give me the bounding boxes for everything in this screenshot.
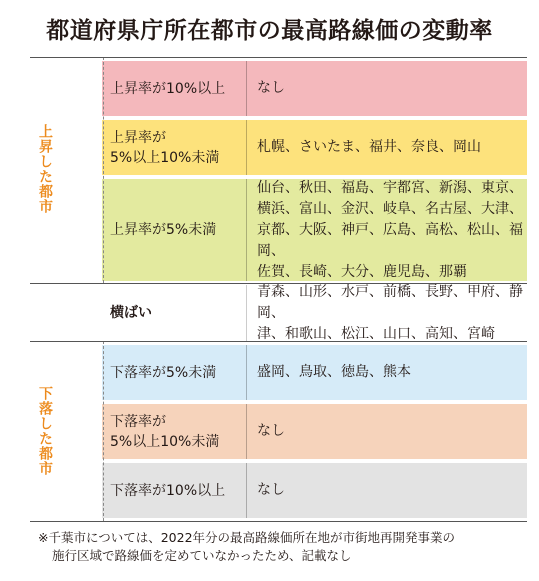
row-label: 上昇率が10%以上 [110,80,226,97]
table-rule [30,521,527,522]
row-label: 下落率が10%以上 [110,482,226,499]
row-flat [102,285,527,341]
row-value: なし [246,404,527,459]
row-fall-under-5 [102,345,527,400]
row-value-line: 佐賀、長崎、大分、鹿児島、那覇 [257,263,467,280]
footnote-line: 施行区域で路線価を定めていなかったため、記載なし [52,548,352,563]
row-value-line: 津、和歌山、松江、山口、高知、宮崎 [257,325,495,342]
dashed-separator [103,57,104,283]
row-label-line: 5%以上10%未満 [110,149,220,166]
footnote [38,529,528,565]
group-label-falling: 下落した都市 [37,386,53,476]
row-value: なし [246,61,527,116]
row-label [102,404,246,459]
row-value: 盛岡、鳥取、徳島、熊本 [246,345,527,400]
row-fall-10-plus [102,463,527,518]
row-label-line: 上昇率が [110,129,166,146]
row-value-line: 京都、大阪、神戸、広島、高松、松山、福岡、 [257,221,523,259]
page-title: 都道府県庁所在都市の最高路線価の変動率 [46,18,493,44]
dashed-separator [103,341,104,521]
row-rise-10-plus [102,61,527,116]
group-label-rising: 上昇した都市 [37,124,53,214]
row-fall-5-10 [102,404,527,459]
table-rule [30,341,527,342]
row-rise-under-5 [102,179,527,281]
row-label: 横ばい [110,305,152,321]
row-value: なし [246,463,527,518]
row-label-line: 下落率が [110,413,166,430]
row-value [246,179,527,281]
row-value [246,285,527,341]
row-value: 札幌、さいたま、福井、奈良、岡山 [246,120,527,175]
row-label [102,120,246,175]
table-rule [30,283,527,284]
table-rule [30,57,527,58]
row-value-line: 青森、山形、水戸、前橋、長野、甲府、静岡、 [257,283,523,321]
row-rise-5-10 [102,120,527,175]
row-label: 下落率が5%未満 [110,364,217,381]
footnote-line: ※千葉市については、2022年分の最高路線価所在地が市街地再開発事業の [38,530,456,545]
row-label-line: 5%以上10%未満 [110,433,220,450]
row-value-line: 横浜、富山、金沢、岐阜、名古屋、大津、 [257,200,523,217]
row-value-line: 仙台、秋田、福島、宇都宮、新潟、東京、 [257,179,523,196]
row-label: 上昇率が5%未満 [110,222,217,238]
